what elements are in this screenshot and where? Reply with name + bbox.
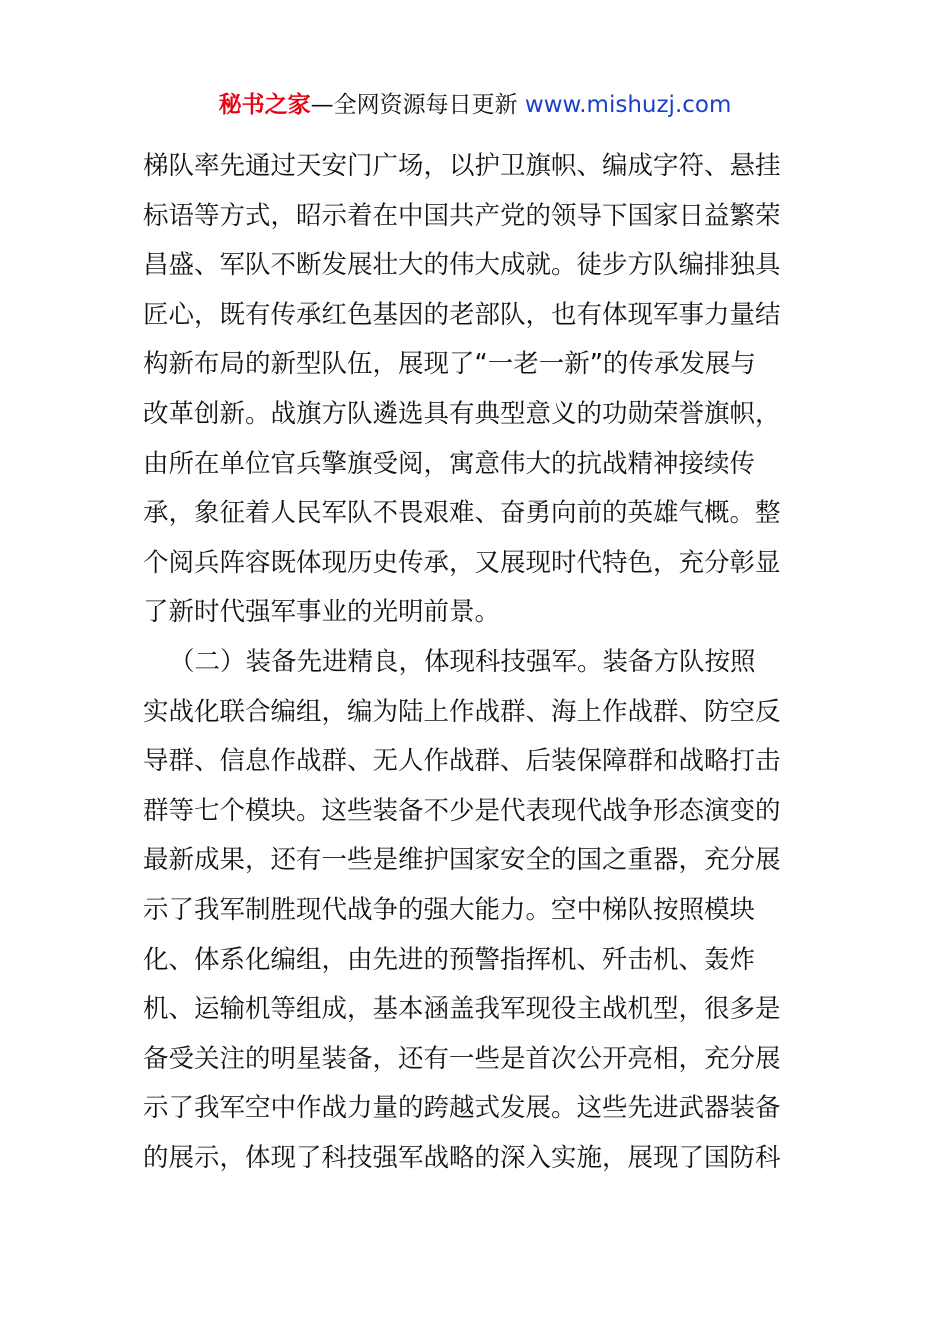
text-line: 示了我军空中作战力量的跨越式发展。这些先进武器装备 bbox=[143, 1093, 781, 1124]
text-line: 匠心，既有传承红色基因的老部队，也有体现军事力量结 bbox=[143, 299, 781, 330]
site-tagline: —全网资源每日更新 bbox=[310, 92, 518, 118]
text-line: 了新时代强军事业的光明前景。 bbox=[143, 597, 501, 628]
text-line: 昌盛、军队不断发展壮大的伟大成就。徒步方队编排独具 bbox=[143, 250, 781, 281]
text-line: 最新成果，还有一些是维护国家安全的国之重器，充分展 bbox=[143, 845, 781, 876]
text-line: 的展示，体现了科技强军战略的深入实施，展现了国防科 bbox=[143, 1142, 781, 1173]
text-line: 导群、信息作战群、无人作战群、后装保障群和战略打击 bbox=[143, 746, 781, 777]
text-line: 实战化联合编组，编为陆上作战群、海上作战群、防空反 bbox=[143, 696, 781, 727]
site-header bbox=[0, 88, 950, 122]
site-url-link[interactable]: www.mishuzj.com bbox=[524, 92, 732, 118]
text-line: 构新布局的新型队伍，展现了“一老一新”的传承发展与 bbox=[143, 349, 756, 380]
site-brand: 秘书之家 bbox=[218, 92, 311, 118]
text-line: 机、运输机等组成，基本涵盖我军现役主战机型，很多是 bbox=[143, 994, 781, 1025]
text-line: 承，象征着人民军队不畏艰难、奋勇向前的英雄气概。整 bbox=[143, 498, 781, 529]
text-line: 标语等方式，昭示着在中国共产党的领导下国家日益繁荣 bbox=[143, 200, 781, 231]
text-line: 示了我军制胜现代战争的强大能力。空中梯队按照模块 bbox=[143, 894, 756, 925]
section-heading-line: （二）装备先进精良，体现科技强军。装备方队按照 bbox=[169, 646, 756, 677]
text-line: 个阅兵阵容既体现历史传承，又展现时代特色，充分彰显 bbox=[143, 547, 781, 578]
document-body bbox=[143, 142, 809, 1183]
text-line: 改革创新。战旗方队遴选具有典型意义的功勋荣誉旗帜， bbox=[143, 398, 781, 429]
text-line: 梯队率先通过天安门广场，以护卫旗帜、编成字符、悬挂 bbox=[143, 151, 781, 181]
text-line: 由所在单位官兵擎旗受阅，寓意伟大的抗战精神接续传 bbox=[143, 448, 756, 479]
text-line: 群等七个模块。这些装备不少是代表现代战争形态演变的 bbox=[143, 795, 781, 826]
text-line: 备受关注的明星装备，还有一些是首次公开亮相，充分展 bbox=[143, 1043, 781, 1074]
text-line: 化、体系化编组，由先进的预警指挥机、歼击机、轰炸 bbox=[143, 944, 756, 975]
